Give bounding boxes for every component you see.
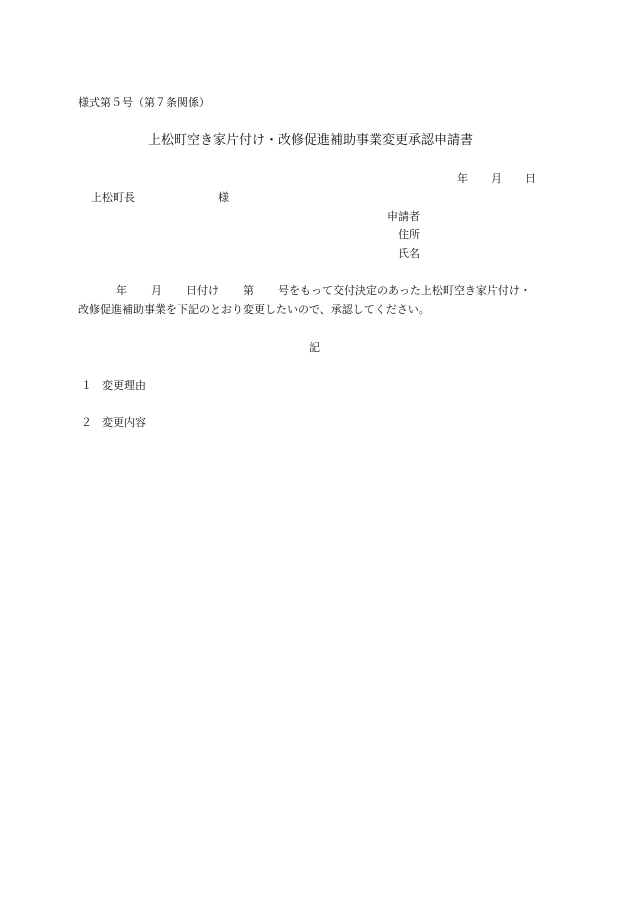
item-change-content	[81, 416, 146, 430]
addressee-honorific: 様	[218, 191, 229, 204]
item-number: ２	[81, 416, 92, 429]
body-year-label: 年	[116, 284, 127, 297]
body-sentence-rest: 号をもって交付決定のあった上松町空き家片付け・	[278, 284, 531, 297]
item-number: １	[81, 379, 92, 392]
item-change-reason	[81, 379, 146, 393]
form-label: 様式第５号（第７条関係）	[78, 96, 210, 109]
date-year-label: 年	[457, 172, 468, 185]
item-label: 変更理由	[102, 379, 146, 392]
ki-heading: 記	[309, 341, 320, 354]
applicant-label: 申請者	[387, 210, 420, 223]
addressee-name: 上松町長	[91, 191, 135, 204]
body-month-label: 月	[151, 284, 162, 297]
applicant-name-label: 氏名	[398, 247, 420, 260]
body-number-prefix: 第	[243, 284, 254, 297]
applicant-address-label: 住所	[398, 228, 420, 241]
date-month-label: 月	[491, 172, 502, 185]
body-dated-label: 日付け	[186, 284, 219, 297]
page-title: 上松町空き家片付け・改修促進補助事業変更承認申請書	[148, 133, 474, 148]
date-line	[457, 172, 536, 186]
item-label: 変更内容	[102, 416, 146, 429]
body-line-1	[116, 284, 531, 298]
body-line-2: 改修促進補助事業を下記のとおり変更したいので、承認してください。	[78, 303, 430, 316]
date-day-label: 日	[525, 172, 536, 185]
